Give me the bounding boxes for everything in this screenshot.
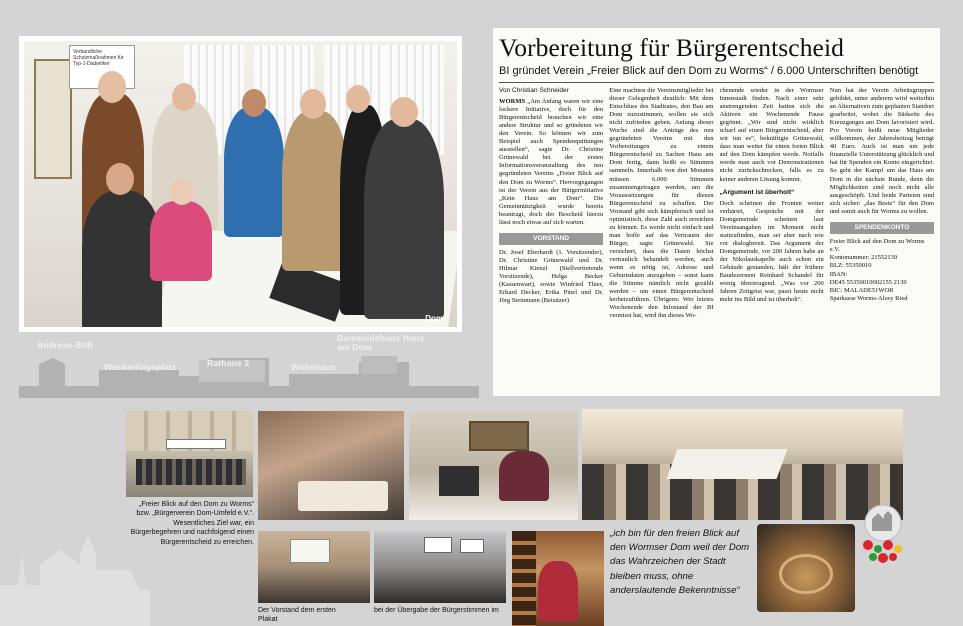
article-column-3 — [720, 87, 824, 393]
dateline: WORMS — [499, 98, 526, 106]
skyline-graphic — [19, 333, 479, 398]
photo-corner-label: Dom — [425, 314, 443, 323]
skyline-label: Wohnhaus — [291, 362, 336, 372]
bank-line: Sparkasse Worms-Alzey Ried — [829, 295, 908, 303]
bank-line: BIC: MALADE51WOR — [829, 287, 894, 295]
bookshelf-photo — [512, 531, 604, 626]
article-column-2 — [609, 87, 713, 393]
skyline-label: Rathaus 2 — [207, 358, 250, 368]
verein-logo — [858, 503, 908, 573]
poster-group-photo — [258, 531, 370, 603]
bank-line: BLZ: 55350010 — [829, 262, 872, 270]
group-photo — [19, 36, 462, 332]
citizen-quote: „ich bin für den freien Blick auf den Wormser Dom weil der Dom das Wahrzeichen der Stadt bleiben muss, ohne anderslautende Bekenntnisse“ — [610, 528, 750, 596]
byline: Von Christian Schneider — [499, 87, 569, 94]
wall-sign: Verbandliche Schutzmaßnahmen für Typ-1-Diabetiker — [69, 45, 135, 89]
bank-line: DE45 55350010002155 2139 — [829, 278, 907, 286]
article-subtitle: BI gründet Verein „Freier Blick auf den Dom zu Worms“ / 6.000 Unterschriften benötigt — [499, 64, 934, 83]
street-photo — [126, 411, 253, 497]
paragraph: „Am Anfang waren wir eine lockere Initiative, doch für den Bürgerentscheid brauchen wir eine andere Struktur und so gründeten wir den Verein. So können wir zum Beispiel auch Spendenquittungen ausstellen“, sagte Dr. Christine Grünewald bei der ersten Informationsveranstaltung des neu gegründeten Vereins „Freier Blick auf den Dom zu Worms“. Hervorgegangen ist der Verein aus der Bürgerinitiative „Kein Haus am Dom“. Die Gemeinnützigkeit wurde bereits beantragt, doch der Bescheid hierzu lässt noch etwas auf sich warten. — [499, 98, 604, 226]
basket-photo — [757, 524, 855, 612]
bank-details — [830, 238, 934, 304]
newspaper-article — [493, 28, 940, 396]
vorstand-heading: VORSTAND — [499, 233, 603, 245]
paragraph: Eine machten die Vereinsmitglieder bei dieser Gelegenheit deutlich: Mit dem Entschluss des Stadtrates, den Bau am Dom zuzustimmen, wollen sie sich nicht zufrieden geben. Anfang dieser Woche sind die Anträge des neu gegründeten Vereins mit den Vorbereitungen zu einem Bürgerentscheid zu Sachen Haus am Dom fertig, dann heißt es Stimmen sammeln. Innerhalb von drei Monaten müssen 6.000 Stimmen zusammengetragen werden, um die Voraussetzungen für diesen Bürgerentscheid zu schaffen. Der Vorstand gibt sich kämpferisch und ist optimistisch, diese Zahl auch erreichen zu können. Es werde nicht einfach und man hoffe auf das Vertrauen der Bürger, sagte Grünewald. Sie versichert, dass die Daten höchst vertraulich behandelt werden, auch wenn es nötig ist, Adresse und Geburtsdaten anzugeben – sonst kann die Stimme nämlich nicht gezählt werden – um einen Bürgerentscheid herbeizuführen. Übrigens: Wer letztes Wochenende den Infostand der BI vermisst hat, wird ihn dieses Wo- — [609, 87, 714, 320]
caption-verein: „Freier Blick auf den Dom zu Worms“ bzw. „Bürgerverein Dom-Umfeld e.V.“. Wesentliches Ziel war, ein Bürgerbegehren und nachfolgend einen Bürgerentscheid zu erreichen. — [130, 501, 254, 546]
skyline-label: Andreas-Stift — [37, 340, 93, 350]
paragraph: chenende wieder in der Wormser Innenstadt finden. Nach einer sehr anstrengenden Zeit hatten sich die Aktiven ein Wochenende Pause gegönnt. „Wir sind nicht wirklich scharf auf einen Bürgerentscheid, aber wir tun es“, bekräftigte Grünewald, dass man weiter für einen freien Blick auf den Dom kämpfen werde. Notfalls werde man auch vor Demonstrationen nicht zurückschrecken, falls es zu keiner anderen Lösung kommt. — [719, 87, 824, 183]
article-column-1 — [499, 87, 603, 393]
caption-uebergabe: bei der Übergabe der Bürgerstimmen im — [374, 607, 499, 614]
caption-vorstand: Der Vorstand dem ersten Plakat — [258, 607, 336, 624]
bank-line: Freier Blick auf den Dom zu Worms e.V. — [829, 237, 925, 253]
article-column-4 — [830, 87, 934, 393]
bank-line: IBAN: — [829, 270, 848, 278]
vorstand-text: Dr. Josef Eberhardt (1. Vorsitzender), Dr. Christine Grünewald und Dr. Hilmar Kienzl (Stellvertretende Vorsitzende), Helga Becker (Kassenwart), sowie Winfried Thier, Erhard Decker, Erika Pinel und Dr. Jörg Steinmann (Beisitzer) — [499, 248, 604, 305]
skyline-label: Weckerlingsplatz — [104, 362, 177, 372]
assembly-photo — [582, 409, 903, 520]
subheading: „Argument ist überholt“ — [719, 188, 795, 196]
poster-image — [34, 59, 72, 179]
spendenkonto-heading: SPENDENKONTO — [830, 222, 934, 234]
bank-line: Kontonummer: 21552139 — [829, 254, 898, 262]
paragraph: Doch scheinen die Fronten weiter verhärtet, Gespräche mit der Domgemeinde scheinen laut Vereinsangaben im Moment nicht stattzufinden, man sei aber nach wie vor dialogbereit. Das Argument der Domgemeinde, vor 200 Jahren habe an der Nikolauskapelle auch schon ein Gebäude gestanden, hält der frühere Baudezernent Reinhard Schandel für wenig überzeugend. „Was vor 200 Jahren Zeitgeist war, passt heute nicht mehr ins Bild und ist überholt“. — [719, 199, 824, 304]
laptop-meeting-photo — [409, 411, 578, 520]
skyline-label: Gemeindehaus Haus am Dom — [337, 333, 425, 352]
paragraph: Nun hat der Verein Arbeitsgruppen gebildet, unter anderem wird weiterhin an Alternativen zum geplanten Standort gearbeitet, wobei die Südseite des Kreuzganges am Dom favorisiert wird. Pro Verein heißt neue Mitglieder willkommen, der Jahresbeitrag beträgt 40 Euro. Auch ist man um jede finanzielle Unterstützung glücklich und hat für Spenden ein Konto eingerichtet. So geht der Kampf um das Haus am Dom in die nächste Runde, denn die Möglichkeiten sind noch nicht alle ausgeschöpft. Und beide Parteien sind sich sicher: „das Beste“ für den Dom und somit auch für Worms zu wollen. — [829, 87, 934, 215]
signature-handover-photo — [374, 531, 506, 603]
meeting-photo — [258, 411, 404, 520]
article-title: Vorbereitung für Bürgerentscheid — [499, 33, 844, 62]
